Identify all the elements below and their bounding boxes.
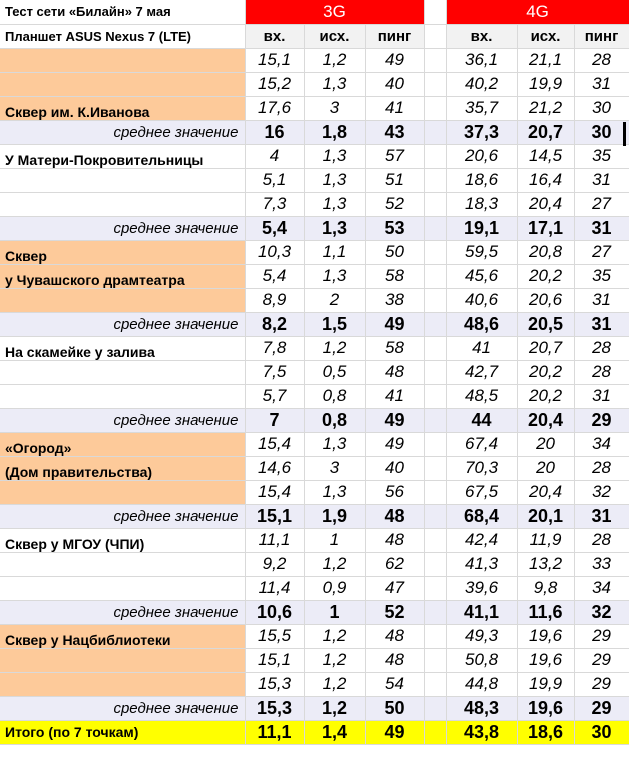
data-cell: 51: [365, 168, 424, 192]
table-row: [0, 432, 629, 456]
location-name: [0, 648, 245, 672]
data-cell: 40: [365, 72, 424, 96]
data-cell: 28: [574, 528, 629, 552]
spacer-cell: [424, 216, 446, 240]
data-cell: 17,6: [245, 96, 304, 120]
data-cell: 34: [574, 432, 629, 456]
average-label: среднее значение: [0, 408, 245, 432]
data-cell: 28: [574, 456, 629, 480]
data-cell: 3: [304, 456, 365, 480]
data-cell: 62: [365, 552, 424, 576]
spacer-cell: [424, 456, 446, 480]
spacer-cell: [424, 72, 446, 96]
spacer-cell: [424, 408, 446, 432]
location-name: у Чувашского драмтеатра: [0, 264, 245, 288]
data-cell: 19,6: [517, 624, 574, 648]
band-3g-header: 3G: [245, 0, 424, 24]
spacer-cell: [424, 144, 446, 168]
location-name: Сквер: [0, 240, 245, 264]
data-cell: 47: [365, 576, 424, 600]
location-name: (Дом правительства): [0, 456, 245, 480]
data-cell: 54: [365, 672, 424, 696]
data-cell: 1,3: [304, 144, 365, 168]
data-cell: 19,6: [517, 648, 574, 672]
spacer-cell: [424, 48, 446, 72]
data-cell: 20: [517, 456, 574, 480]
data-cell: 30: [574, 96, 629, 120]
table-row: [0, 384, 629, 408]
total-label: Итого (по 7 точкам): [0, 720, 245, 744]
col-header-ping-4g: пинг: [574, 24, 629, 48]
average-label: среднее значение: [0, 504, 245, 528]
average-cell: 20,1: [517, 504, 574, 528]
data-cell: 13,2: [517, 552, 574, 576]
col-header-out-4g: исх.: [517, 24, 574, 48]
spacer-cell: [424, 360, 446, 384]
data-cell: 11,1: [245, 528, 304, 552]
average-cell: 7: [245, 408, 304, 432]
table-row: [0, 648, 629, 672]
data-cell: 48: [365, 624, 424, 648]
data-cell: 18,6: [446, 168, 517, 192]
data-cell: 48: [365, 648, 424, 672]
data-cell: 11,4: [245, 576, 304, 600]
total-cell: 1,4: [304, 720, 365, 744]
spacer-cell: [424, 648, 446, 672]
average-cell: 49: [365, 408, 424, 432]
col-header-in-3g: вх.: [245, 24, 304, 48]
average-cell: 53: [365, 216, 424, 240]
data-cell: 0,9: [304, 576, 365, 600]
data-cell: 28: [574, 336, 629, 360]
data-cell: 31: [574, 72, 629, 96]
average-cell: 50: [365, 696, 424, 720]
table-row: [0, 96, 629, 120]
data-cell: 15,4: [245, 432, 304, 456]
data-cell: 31: [574, 384, 629, 408]
location-name: [0, 480, 245, 504]
table-row: [0, 480, 629, 504]
average-row: [0, 408, 629, 432]
data-cell: 1,3: [304, 192, 365, 216]
average-label: среднее значение: [0, 216, 245, 240]
data-cell: 1,2: [304, 336, 365, 360]
data-cell: 28: [574, 48, 629, 72]
cell-cursor: [623, 122, 626, 146]
data-cell: 2: [304, 288, 365, 312]
data-cell: 42,7: [446, 360, 517, 384]
average-cell: 16: [245, 120, 304, 144]
data-cell: 16,4: [517, 168, 574, 192]
data-cell: 19,9: [517, 72, 574, 96]
average-cell: 48,3: [446, 696, 517, 720]
spacer-cell: [424, 672, 446, 696]
data-cell: 1,3: [304, 432, 365, 456]
data-cell: 1: [304, 528, 365, 552]
data-cell: 1,1: [304, 240, 365, 264]
data-cell: 36,1: [446, 48, 517, 72]
total-cell: 49: [365, 720, 424, 744]
average-cell: 19,1: [446, 216, 517, 240]
average-cell: 1,9: [304, 504, 365, 528]
table-row: [0, 192, 629, 216]
average-cell: 10,6: [245, 600, 304, 624]
data-cell: 0,5: [304, 360, 365, 384]
total-cell: 30: [574, 720, 629, 744]
average-label: среднее значение: [0, 120, 245, 144]
data-cell: 5,7: [245, 384, 304, 408]
data-cell: 15,2: [245, 72, 304, 96]
data-cell: 20,2: [517, 384, 574, 408]
data-cell: 31: [574, 288, 629, 312]
average-cell: 1,3: [304, 216, 365, 240]
average-row: [0, 696, 629, 720]
location-name: [0, 384, 245, 408]
location-name: Сквер у Нацбиблиотеки: [0, 624, 245, 648]
data-cell: 8,9: [245, 288, 304, 312]
spacer-cell: [424, 168, 446, 192]
data-cell: 58: [365, 336, 424, 360]
data-cell: 38: [365, 288, 424, 312]
device-label: Планшет ASUS Nexus 7 (LTE): [0, 24, 245, 48]
data-cell: 40,6: [446, 288, 517, 312]
average-cell: 41,1: [446, 600, 517, 624]
location-name: [0, 576, 245, 600]
data-cell: 1,2: [304, 48, 365, 72]
data-cell: 59,5: [446, 240, 517, 264]
data-cell: 29: [574, 624, 629, 648]
average-cell: 20,4: [517, 408, 574, 432]
data-cell: 15,1: [245, 48, 304, 72]
spacer-cell: [424, 120, 446, 144]
average-cell: 19,6: [517, 696, 574, 720]
data-cell: 40: [365, 456, 424, 480]
data-cell: 1,2: [304, 624, 365, 648]
data-cell: 50,8: [446, 648, 517, 672]
data-cell: 44,8: [446, 672, 517, 696]
spacer-cell: [424, 576, 446, 600]
col-header-out-3g: исх.: [304, 24, 365, 48]
location-name: [0, 168, 245, 192]
average-cell: 8,2: [245, 312, 304, 336]
data-cell: 34: [574, 576, 629, 600]
data-cell: 10,3: [245, 240, 304, 264]
average-cell: 17,1: [517, 216, 574, 240]
table-row: [0, 240, 629, 264]
data-cell: 9,2: [245, 552, 304, 576]
total-cell: 18,6: [517, 720, 574, 744]
data-cell: 7,5: [245, 360, 304, 384]
spacer-cell: [424, 600, 446, 624]
data-cell: 19,9: [517, 672, 574, 696]
data-cell: 67,4: [446, 432, 517, 456]
data-cell: 41: [365, 96, 424, 120]
average-row: [0, 312, 629, 336]
data-cell: 0,8: [304, 384, 365, 408]
spacer-cell: [424, 192, 446, 216]
data-cell: 35: [574, 144, 629, 168]
average-cell: 43: [365, 120, 424, 144]
spacer-cell: [424, 336, 446, 360]
average-cell: 20,5: [517, 312, 574, 336]
table-row: [0, 72, 629, 96]
average-row: [0, 216, 629, 240]
average-label: среднее значение: [0, 312, 245, 336]
table-row: [0, 576, 629, 600]
average-cell: 48,6: [446, 312, 517, 336]
average-cell: 31: [574, 504, 629, 528]
average-cell: 1,8: [304, 120, 365, 144]
sheet-title: Тест сети «Билайн» 7 мая: [0, 0, 245, 24]
data-cell: 35,7: [446, 96, 517, 120]
location-name: «Огород»: [0, 432, 245, 456]
spacer-cell: [424, 264, 446, 288]
data-cell: 41,3: [446, 552, 517, 576]
average-row: [0, 120, 629, 144]
data-cell: 15,5: [245, 624, 304, 648]
data-cell: 1,3: [304, 168, 365, 192]
location-name: [0, 552, 245, 576]
data-cell: 48: [365, 360, 424, 384]
data-cell: 48,5: [446, 384, 517, 408]
spacer-cell: [424, 528, 446, 552]
spacer-cell: [424, 552, 446, 576]
data-cell: 27: [574, 240, 629, 264]
table-row: [0, 456, 629, 480]
data-cell: 52: [365, 192, 424, 216]
data-cell: 21,2: [517, 96, 574, 120]
total-cell: 11,1: [245, 720, 304, 744]
data-cell: 15,1: [245, 648, 304, 672]
data-cell: 20,4: [517, 192, 574, 216]
average-cell: 52: [365, 600, 424, 624]
data-cell: 27: [574, 192, 629, 216]
spacer-cell: [424, 96, 446, 120]
table-row: [0, 624, 629, 648]
spacer-cell: [424, 0, 446, 24]
data-cell: 1,3: [304, 72, 365, 96]
average-cell: 29: [574, 696, 629, 720]
average-row: [0, 600, 629, 624]
average-cell: 31: [574, 216, 629, 240]
data-cell: 48: [365, 528, 424, 552]
location-name: На скамейке у залива: [0, 336, 245, 360]
data-cell: 20,7: [517, 336, 574, 360]
data-cell: 57: [365, 144, 424, 168]
data-cell: 1,2: [304, 552, 365, 576]
data-cell: 29: [574, 648, 629, 672]
table-row: [0, 672, 629, 696]
spacer-cell: [424, 480, 446, 504]
average-cell: 31: [574, 312, 629, 336]
data-cell: 41: [446, 336, 517, 360]
total-cell: 43,8: [446, 720, 517, 744]
data-cell: 5,4: [245, 264, 304, 288]
data-cell: 50: [365, 240, 424, 264]
data-cell: 67,5: [446, 480, 517, 504]
table-row: [0, 264, 629, 288]
spacer-cell: [424, 624, 446, 648]
average-cell: 29: [574, 408, 629, 432]
data-cell: 49: [365, 48, 424, 72]
average-cell: 5,4: [245, 216, 304, 240]
table-row: [0, 360, 629, 384]
data-cell: 7,3: [245, 192, 304, 216]
data-cell: 58: [365, 264, 424, 288]
spacer-cell: [424, 720, 446, 744]
col-header-ping-3g: пинг: [365, 24, 424, 48]
location-name: [0, 288, 245, 312]
location-name: [0, 192, 245, 216]
data-cell: 28: [574, 360, 629, 384]
data-cell: 14,6: [245, 456, 304, 480]
data-cell: 33: [574, 552, 629, 576]
data-cell: 20,6: [446, 144, 517, 168]
average-cell: 1,2: [304, 696, 365, 720]
data-cell: 45,6: [446, 264, 517, 288]
average-cell: 49: [365, 312, 424, 336]
data-cell: 42,4: [446, 528, 517, 552]
data-cell: 20,4: [517, 480, 574, 504]
data-cell: 15,3: [245, 672, 304, 696]
average-cell: 15,1: [245, 504, 304, 528]
data-cell: 11,9: [517, 528, 574, 552]
spacer-cell: [424, 24, 446, 48]
data-cell: 3: [304, 96, 365, 120]
data-cell: 70,3: [446, 456, 517, 480]
average-cell: 68,4: [446, 504, 517, 528]
data-cell: 9,8: [517, 576, 574, 600]
table-row: [0, 48, 629, 72]
average-cell: 37,3: [446, 120, 517, 144]
average-cell: 11,6: [517, 600, 574, 624]
location-name: [0, 360, 245, 384]
data-cell: 20,6: [517, 288, 574, 312]
average-row: [0, 504, 629, 528]
average-cell: 1,5: [304, 312, 365, 336]
data-cell: 21,1: [517, 48, 574, 72]
spacer-cell: [424, 696, 446, 720]
data-cell: 1,3: [304, 480, 365, 504]
table-row: [0, 144, 629, 168]
data-cell: 56: [365, 480, 424, 504]
data-cell: 1,2: [304, 648, 365, 672]
data-cell: 39,6: [446, 576, 517, 600]
spacer-cell: [424, 384, 446, 408]
data-cell: 41: [365, 384, 424, 408]
total-row: [0, 720, 629, 744]
location-name: [0, 48, 245, 72]
table-row: [0, 552, 629, 576]
spacer-cell: [424, 432, 446, 456]
average-cell: 32: [574, 600, 629, 624]
table-row: [0, 336, 629, 360]
average-cell: 1: [304, 600, 365, 624]
data-cell: 4: [245, 144, 304, 168]
average-label: среднее значение: [0, 696, 245, 720]
data-cell: 20,8: [517, 240, 574, 264]
data-cell: 15,4: [245, 480, 304, 504]
average-cell: 0,8: [304, 408, 365, 432]
location-name: Сквер им. К.Иванова: [0, 96, 245, 120]
average-cell: 44: [446, 408, 517, 432]
table-row: [0, 168, 629, 192]
col-header-in-4g: вх.: [446, 24, 517, 48]
data-cell: 1,2: [304, 672, 365, 696]
average-cell: 20,7: [517, 120, 574, 144]
table-row: [0, 528, 629, 552]
data-cell: 49,3: [446, 624, 517, 648]
data-cell: 20,2: [517, 360, 574, 384]
data-cell: 7,8: [245, 336, 304, 360]
data-cell: 31: [574, 168, 629, 192]
location-name: У Матери-Покровительницы: [0, 144, 245, 168]
spacer-cell: [424, 504, 446, 528]
data-cell: 20: [517, 432, 574, 456]
band-4g-header: 4G: [446, 0, 629, 24]
location-name: [0, 72, 245, 96]
data-cell: 40,2: [446, 72, 517, 96]
average-cell: 15,3: [245, 696, 304, 720]
data-cell: 5,1: [245, 168, 304, 192]
data-cell: 29: [574, 672, 629, 696]
data-cell: 1,3: [304, 264, 365, 288]
data-cell: 18,3: [446, 192, 517, 216]
data-cell: 14,5: [517, 144, 574, 168]
table-row: [0, 288, 629, 312]
data-cell: 49: [365, 432, 424, 456]
location-name: Сквер у МГОУ (ЧПИ): [0, 528, 245, 552]
data-cell: 32: [574, 480, 629, 504]
location-name: [0, 672, 245, 696]
average-label: среднее значение: [0, 600, 245, 624]
average-cell: 48: [365, 504, 424, 528]
spacer-cell: [424, 288, 446, 312]
data-cell: 35: [574, 264, 629, 288]
data-cell: 20,2: [517, 264, 574, 288]
spacer-cell: [424, 312, 446, 336]
spacer-cell: [424, 240, 446, 264]
average-cell: 30: [574, 120, 629, 144]
